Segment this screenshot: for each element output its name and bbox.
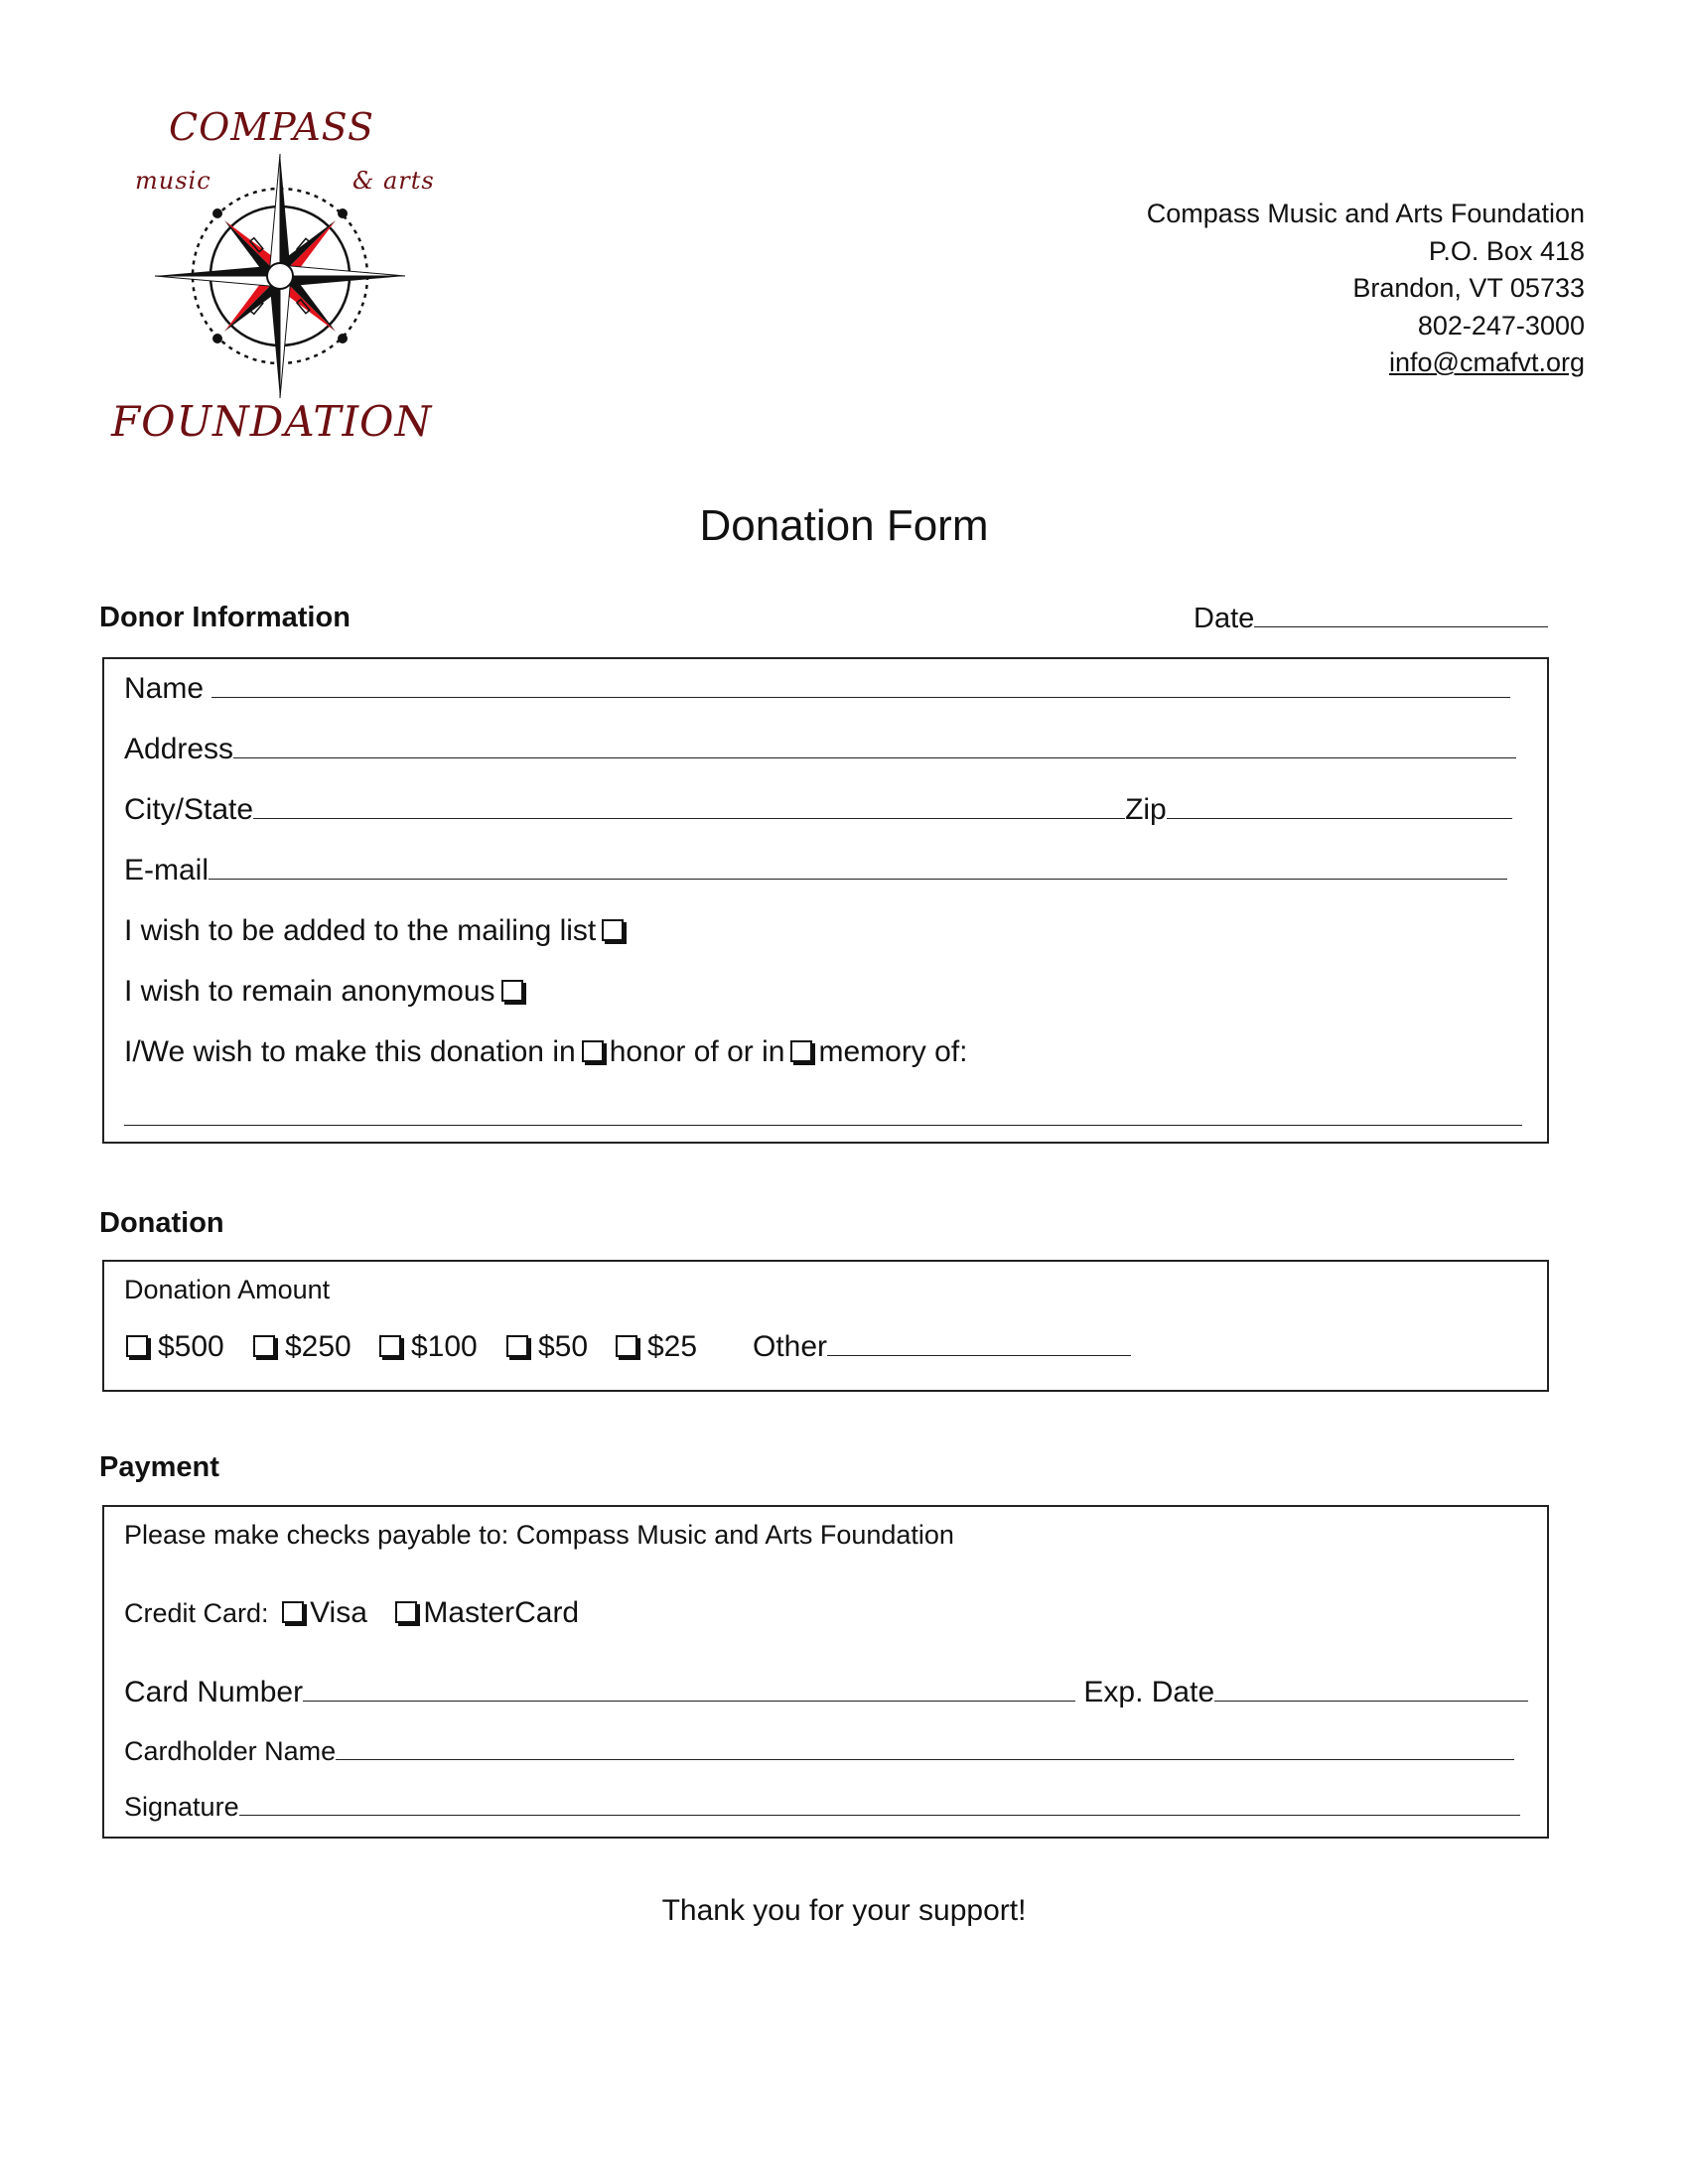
org-city: Brandon, VT 05733 — [1352, 273, 1585, 303]
visa-label: Visa — [310, 1596, 367, 1629]
foundation-logo — [107, 99, 451, 467]
logo-compass-text: COMPASS — [169, 105, 375, 149]
card-number-field[interactable] — [124, 1676, 1528, 1709]
date-field[interactable] — [1194, 603, 1548, 635]
honoree-field[interactable] — [124, 1100, 1522, 1134]
page-title: Donation Form — [699, 501, 989, 550]
checks-payable-text: Please make checks payable to: Compass Music and Arts Foundation — [124, 1520, 954, 1550]
signature-field[interactable] — [124, 1791, 1520, 1823]
anonymous-option[interactable] — [124, 975, 529, 1009]
exp-date-label: Exp. Date — [1083, 1676, 1215, 1708]
donor-info-box — [102, 657, 1549, 1144]
address-field[interactable] — [124, 733, 1516, 766]
donation-amount-label: Donation Amount — [124, 1275, 331, 1304]
payment-box — [102, 1505, 1549, 1839]
mailing-list-label: I wish to be added to the mailing list — [124, 914, 597, 947]
amount-25-label: $25 — [647, 1330, 698, 1363]
amount-other-field[interactable] — [753, 1330, 1131, 1364]
card-number-line[interactable] — [303, 1677, 1075, 1702]
amount-100-label: $100 — [411, 1330, 478, 1363]
exp-date-line[interactable] — [1214, 1677, 1528, 1702]
amount-250-label: $250 — [285, 1330, 352, 1363]
org-po-box: P.O. Box 418 — [1428, 235, 1585, 266]
cardholder-line[interactable] — [336, 1735, 1514, 1760]
email-label: E-mail — [124, 854, 210, 887]
amount-500-checkbox[interactable] — [126, 1335, 148, 1357]
address-label: Address — [124, 733, 234, 765]
logo-arts-text: & arts — [352, 167, 435, 195]
visa-checkbox[interactable] — [282, 1601, 304, 1623]
org-name: Compass Music and Arts Foundation — [1146, 199, 1585, 228]
date-label: Date — [1194, 603, 1255, 634]
amount-50-label: $50 — [538, 1330, 589, 1363]
logo-foundation-text: FOUNDATION — [111, 397, 433, 446]
amount-option-500[interactable] — [126, 1330, 224, 1364]
cardholder-name-field[interactable] — [124, 1735, 1514, 1767]
anonymous-label: I wish to remain anonymous — [124, 975, 495, 1008]
memory-text: memory of: — [818, 1035, 968, 1068]
amount-option-25[interactable] — [616, 1330, 697, 1364]
thank-you-text: Thank you for your support! — [661, 1894, 1027, 1927]
mastercard-checkbox[interactable] — [395, 1601, 417, 1623]
mailing-list-checkbox[interactable] — [602, 919, 624, 941]
honor-checkbox[interactable] — [582, 1040, 604, 1062]
organization-address — [1147, 196, 1585, 382]
signature-line[interactable] — [239, 1791, 1520, 1816]
email-field[interactable] — [124, 854, 1507, 887]
email-line[interactable] — [209, 855, 1507, 880]
memory-checkbox[interactable] — [790, 1040, 812, 1062]
card-number-label: Card Number — [124, 1676, 304, 1708]
other-label: Other — [753, 1330, 828, 1363]
honor-memory-option[interactable] — [124, 1035, 968, 1069]
city-state-label: City/State — [124, 793, 254, 826]
other-amount-line[interactable] — [827, 1331, 1131, 1356]
cardholder-label: Cardholder Name — [124, 1736, 337, 1766]
amount-250-checkbox[interactable] — [253, 1335, 275, 1357]
credit-card-options — [124, 1596, 579, 1630]
name-label: Name — [124, 672, 205, 705]
amount-option-50[interactable] — [506, 1330, 588, 1364]
city-state-line[interactable] — [253, 794, 1125, 819]
honoree-line[interactable] — [124, 1101, 1522, 1126]
amount-option-250[interactable] — [253, 1330, 352, 1364]
org-email-link[interactable]: info@cmafvt.org — [1389, 347, 1585, 377]
anonymous-checkbox[interactable] — [501, 980, 523, 1002]
amount-25-checkbox[interactable] — [616, 1335, 637, 1357]
payment-heading: Payment — [99, 1451, 219, 1483]
name-field[interactable] — [124, 672, 1510, 706]
mailing-list-option[interactable] — [124, 914, 630, 948]
amount-100-checkbox[interactable] — [379, 1335, 401, 1357]
mastercard-label: MasterCard — [423, 1596, 580, 1629]
zip-line[interactable] — [1167, 794, 1512, 819]
amount-500-label: $500 — [158, 1330, 224, 1363]
donation-heading: Donation — [99, 1207, 224, 1239]
amount-50-checkbox[interactable] — [506, 1335, 528, 1357]
date-line[interactable] — [1254, 603, 1548, 627]
honor-pre-text: I/We wish to make this donation in — [124, 1035, 576, 1068]
org-phone: 802-247-3000 — [1417, 310, 1585, 341]
logo-music-text: music — [135, 167, 211, 195]
city-state-field[interactable] — [124, 793, 1512, 827]
signature-label: Signature — [124, 1792, 239, 1822]
credit-card-label: Credit Card: — [124, 1598, 269, 1628]
zip-label: Zip — [1125, 793, 1167, 826]
amount-option-100[interactable] — [379, 1330, 478, 1364]
honor-mid-text: honor of or in — [609, 1035, 785, 1068]
address-line[interactable] — [233, 734, 1516, 758]
name-line[interactable] — [211, 673, 1510, 698]
donor-info-heading: Donor Information — [99, 602, 351, 633]
